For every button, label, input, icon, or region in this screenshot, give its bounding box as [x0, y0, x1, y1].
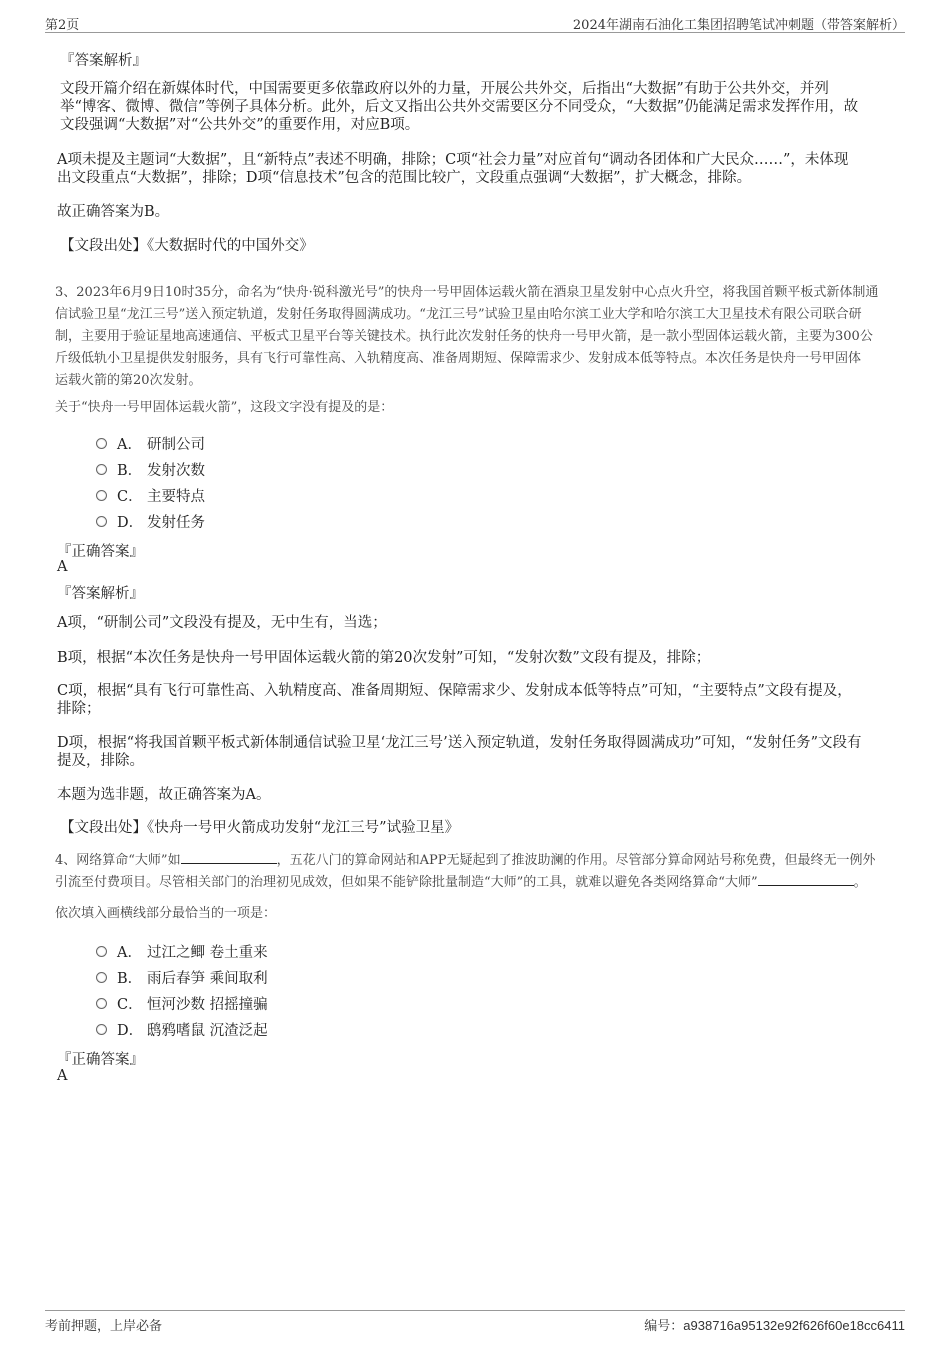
- q2-analysis-paragraph-2: [57, 151, 848, 187]
- text-line: 3、2023年6月9日10时35分，命名为“快舟·锐科激光号”的快舟一号甲固体运载火箭在酒泉卫星发射中心点火升空，将我国首颗平板式新体制通: [55, 285, 879, 300]
- document-title: 2024年湖南石油化工集团招聘笔试冲刺题（带答案解析）: [572, 18, 905, 33]
- text-line: A项未提及主题词“大数据”，且“新特点”表述不明确，排除；C项“社会力量”对应首句“调动各团体和广大民众……”，未体现: [57, 152, 849, 168]
- q3-stem: [55, 282, 878, 392]
- text-line: 信试验卫星“龙江三号”送入预定轨道，发射任务取得圆满成功。“龙江三号”试验卫星由哈尔滨工业大学和哈尔滨工大卫星技术有限公司联合研: [55, 307, 862, 322]
- q4-option-a[interactable]: [96, 941, 268, 961]
- code-value: a938716a95132e92f626f60e18cc6411: [683, 1318, 905, 1333]
- q3-analysis-label: 『答案解析』: [57, 586, 144, 602]
- option-letter: A．: [117, 436, 142, 453]
- text-line: D项，根据“将我国首颗平板式新体制通信试验卫星‘龙江三号’送入预定轨道，发射任务取得圆满成功”可知，“发射任务”文段有: [57, 735, 862, 751]
- text-line: 出文段重点“大数据”，排除；D项“信息技术”包含的范围比较广，文段重点强调“大数据”，扩大概念，排除。: [57, 170, 752, 186]
- radio-button[interactable]: [96, 438, 107, 449]
- q3-analysis-d: [57, 734, 862, 770]
- q3-analysis-c: [57, 682, 852, 718]
- text-line: 文段开篇介绍在新媒体时代，中国需要更多依靠政府以外的力量，开展公共外交，后指出“大数据”有助于公共外交，并列: [60, 81, 829, 97]
- code-label: 编号：: [644, 1319, 684, 1334]
- text-segment: ，五花八门的算命网站和APP无疑起到了推波助澜的作用。尽管部分算命网站号称免费，但最终无一例外: [276, 853, 876, 868]
- text-line: 文段强调“大数据”对“公共外交”的重要作用，对应B项。: [60, 117, 420, 133]
- q4-option-d[interactable]: [96, 1019, 268, 1039]
- q2-conclusion: 故正确答案为B。: [57, 204, 170, 220]
- option-text: 发射任务: [147, 514, 205, 531]
- page-number: 第2页: [45, 18, 80, 33]
- radio-button[interactable]: [96, 998, 107, 1009]
- fill-blank-2: [758, 873, 854, 886]
- text-line: 举“博客、微博、微信”等例子具体分析。此外，后文又指出公共外交需要区分不同受众，“大数据”仍能满足需求发挥作用，故: [60, 99, 859, 115]
- q2-source: 【文段出处】《大数据时代的中国外交》: [60, 238, 314, 254]
- q4-correct-answer: A: [57, 1068, 68, 1084]
- q3-option-b[interactable]: [96, 459, 205, 479]
- option-text: 研制公司: [147, 436, 205, 453]
- text-segment: 。: [853, 875, 867, 890]
- option-letter: D．: [117, 1022, 144, 1039]
- q3-analysis-a: A项，“研制公司”文段没有提及，无中生有，当选；: [57, 615, 387, 631]
- q2-analysis-paragraph-1: [60, 80, 858, 134]
- option-letter: D．: [117, 514, 144, 531]
- radio-button[interactable]: [96, 946, 107, 957]
- q3-question: 关于“快舟一号甲固体运载火箭”，这段文字没有提及的是：: [55, 400, 394, 415]
- q3-analysis-b: B项，根据“本次任务是快舟一号甲固体运载火箭的第20次发射”可知，“发射次数”文段有提及，排除；: [57, 650, 711, 666]
- text-line: 提及，排除。: [57, 753, 144, 769]
- option-text: 恒河沙数 招摇撞骗: [147, 996, 268, 1013]
- option-text: 雨后春笋 乘间取利: [147, 970, 268, 987]
- page-header: [45, 12, 905, 33]
- text-line: 制，主要用于验证星地高速通信、平板式卫星平台等关键技术。执行此次发射任务的快舟一号甲火箭，是一款小型固体运载火箭，主要为300公: [55, 329, 873, 344]
- q4-option-c[interactable]: [96, 993, 268, 1013]
- text-segment: 引流至付费项目。尽管相关部门的治理初见成效，但如果不能铲除批量制造“大师”的工具，就难以避免各类网络算命“大师”: [55, 875, 758, 890]
- q4-stem: [55, 850, 915, 894]
- text-line: C项，根据“具有飞行可靠性高、入轨精度高、准备周期短、保障需求少、发射成本低等特点”可知，“主要特点”文段有提及，: [57, 683, 852, 699]
- q4-question: 依次填入画横线部分最恰当的一项是：: [55, 906, 277, 921]
- text-line: 排除；: [57, 701, 101, 717]
- text-line: 运载火箭的第20次发射。: [55, 373, 202, 388]
- page-footer: [45, 1310, 905, 1333]
- q3-option-d[interactable]: [96, 511, 205, 531]
- q3-option-c[interactable]: [96, 485, 205, 505]
- q3-source: 【文段出处】《快舟一号甲火箭成功发射“龙江三号”试验卫星》: [60, 820, 460, 836]
- option-letter: B．: [117, 462, 143, 479]
- radio-button[interactable]: [96, 1024, 107, 1035]
- q2-analysis-label: 『答案解析』: [60, 53, 147, 69]
- q3-correct-label: 『正确答案』: [57, 544, 144, 560]
- footer-slogan: 考前押题，上岸必备: [45, 1319, 163, 1334]
- q4-option-b[interactable]: [96, 967, 268, 987]
- radio-button[interactable]: [96, 972, 107, 983]
- q3-conclusion: 本题为选非题，故正确答案为A。: [57, 787, 271, 803]
- radio-button[interactable]: [96, 516, 107, 527]
- q3-option-a[interactable]: [96, 433, 205, 453]
- option-text: 主要特点: [147, 488, 205, 505]
- option-letter: C．: [117, 996, 143, 1013]
- q4-stem-line-1: [55, 850, 915, 872]
- text-segment: 4、网络算命“大师”如: [55, 853, 181, 868]
- option-letter: B．: [117, 970, 143, 987]
- document-code: [644, 1315, 905, 1334]
- option-text: 过江之鲫 卷土重来: [147, 944, 268, 961]
- text-line: 斤级低轨小卫星提供发射服务，具有飞行可靠性高、入轨精度高、准备周期短、保障需求少、发射成本低等特点。本次任务是快舟一号甲固体: [55, 351, 862, 366]
- option-letter: C．: [117, 488, 143, 505]
- radio-button[interactable]: [96, 464, 107, 475]
- option-text: 鸱鸦嗜鼠 沉渣泛起: [147, 1022, 268, 1039]
- option-text: 发射次数: [147, 462, 205, 479]
- option-letter: A．: [117, 944, 142, 961]
- q3-correct-answer: A: [57, 559, 68, 575]
- radio-button[interactable]: [96, 490, 107, 501]
- fill-blank-1: [181, 851, 277, 864]
- q4-correct-label: 『正确答案』: [57, 1052, 144, 1068]
- q4-stem-line-2: [55, 872, 915, 894]
